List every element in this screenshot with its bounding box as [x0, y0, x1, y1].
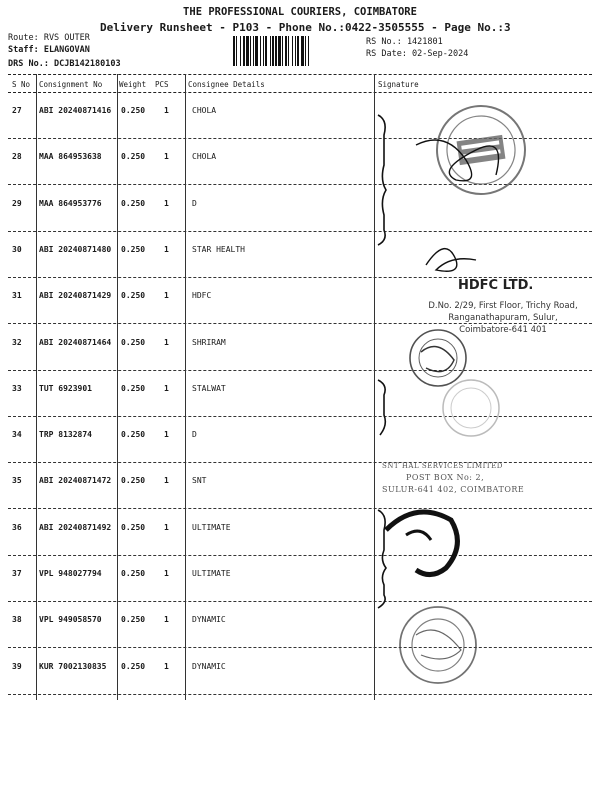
row-consignment-no: ABI 20240871429 [39, 291, 112, 301]
row-consignment-no: TUT 6923901 [39, 383, 92, 393]
snt-stamp-line: SNT HAL SERVICES LIMITED [382, 462, 503, 470]
runsheet-title: Delivery Runsheet - P103 - Phone No.:0422-3505555 - Page No.:3 [100, 21, 511, 34]
row-sno: 36 [12, 522, 22, 532]
snt-stamp-line: SULUR-641 402, COIMBATORE [382, 485, 525, 494]
row-pcs: 1 [164, 337, 169, 347]
barcode-bar [270, 36, 271, 66]
hdfc-address-line: D.No. 2/29, First Floor, Trichy Road, [428, 301, 578, 311]
ultimate-stamp [386, 512, 457, 575]
row-sno: 39 [12, 661, 22, 671]
barcode-bar [236, 36, 237, 66]
row-weight: 0.250 [121, 244, 146, 254]
row-consignment-no: MAA 864953776 [39, 198, 102, 208]
row-pcs: 1 [164, 291, 169, 301]
hdfc-stamp-address [418, 300, 588, 336]
row-sno: 30 [12, 244, 22, 254]
row-consignee-details: DYNAMIC [192, 661, 226, 671]
row-sno: 27 [12, 106, 22, 115]
row-weight: 0.250 [121, 106, 146, 115]
barcode-bar [288, 36, 289, 66]
barcode-bar [253, 36, 254, 66]
snt-stamp-line: POST BOX No: 2, [406, 473, 485, 482]
row-consignment-no: ABI 20240871464 [39, 337, 112, 347]
row-consignment-no: MAA 864953638 [39, 152, 102, 162]
barcode-bar [297, 36, 299, 66]
brace-mark [378, 115, 386, 245]
row-pcs: 1 [164, 430, 169, 440]
stalwat-stamp-inner [451, 388, 491, 428]
hdfc-address-line: Ranganathapuram, Sulur, [448, 313, 558, 323]
row-weight: 0.250 [121, 152, 146, 162]
signature-scribble [426, 249, 476, 272]
dynamic-stamp [400, 607, 476, 683]
table-top-rule [8, 74, 592, 75]
drs-number: DRS No.: DCJB142180103 [8, 59, 121, 69]
row-consignment-no: ABI 20240871416 [39, 106, 112, 115]
row-sno: 32 [12, 337, 22, 347]
hdfc-stamp-name: HDFC LTD. [458, 278, 534, 293]
col-header-weight: Weight [119, 80, 147, 89]
row-consignee-details: SHRIRAM [192, 337, 226, 347]
signatures-and-stamps [376, 90, 592, 695]
barcode-bar [282, 36, 283, 66]
barcode-bar [305, 36, 306, 66]
col-header-pcs: PCS [155, 80, 169, 89]
row-consignee-details: CHOLA [192, 152, 217, 162]
col-header-sno: S No [12, 80, 31, 89]
hdfc-address-line: Coimbatore-641 401 [459, 325, 547, 335]
row-weight: 0.250 [121, 661, 146, 671]
row-sno: 38 [12, 615, 22, 625]
row-pcs: 1 [164, 106, 169, 115]
row-pcs: 1 [164, 569, 169, 578]
col-header-consignment: Consignment No [39, 80, 103, 89]
barcode-bar [295, 36, 296, 66]
row-pcs: 1 [164, 615, 169, 625]
row-consignee-details: CHOLA [192, 106, 217, 115]
barcode-bar [263, 36, 264, 66]
row-consignment-no: ABI 20240871480 [39, 244, 112, 254]
company-title: THE PROFESSIONAL COURIERS, COIMBATORE [183, 6, 417, 18]
barcode-bar [272, 36, 274, 66]
row-consignee-details: STAR HEALTH [192, 244, 245, 254]
barcode-bar [250, 36, 251, 66]
row-pcs: 1 [164, 661, 169, 671]
row-weight: 0.250 [121, 383, 146, 393]
row-weight: 0.250 [121, 476, 146, 486]
barcode-bar [246, 36, 249, 66]
row-pcs: 1 [164, 244, 169, 254]
row-consignee-details: HDFC [192, 291, 212, 301]
row-sno: 28 [12, 152, 22, 162]
row-weight: 0.250 [121, 291, 146, 301]
barcode-bar [278, 36, 281, 66]
barcode-bar [308, 36, 309, 66]
barcode-bar [233, 36, 235, 66]
row-sno: 35 [12, 476, 22, 486]
barcode-bar [255, 36, 258, 66]
row-sno: 29 [12, 198, 22, 208]
col-header-details: Consignee Details [188, 80, 265, 89]
row-weight: 0.250 [121, 522, 146, 532]
rs-date: RS Date: 02-Sep-2024 [366, 49, 469, 59]
row-consignee-details: STALWAT [192, 383, 226, 393]
barcode-bar [260, 36, 261, 66]
row-pcs: 1 [164, 152, 169, 162]
row-consignee-details: D [192, 198, 197, 208]
brace-mark [378, 510, 386, 608]
barcode-image [233, 36, 353, 66]
signature-area [376, 90, 592, 695]
row-pcs: 1 [164, 522, 169, 532]
row-sno: 31 [12, 291, 22, 301]
barcode-bar [243, 36, 245, 66]
staff-label: Staff: ELANGOVAN [8, 45, 90, 55]
row-consignment-no: VPL 948027794 [39, 569, 102, 578]
row-weight: 0.250 [121, 198, 146, 208]
row-weight: 0.250 [121, 337, 146, 347]
row-consignee-details: SNT [192, 476, 207, 486]
col-header-signature: Signature [378, 80, 419, 89]
row-consignment-no: TRP 8132874 [39, 430, 92, 440]
barcode-bar [265, 36, 267, 66]
row-consignee-details: DYNAMIC [192, 615, 226, 625]
row-sno: 34 [12, 430, 22, 440]
rs-number: RS No.: 1421801 [366, 37, 443, 47]
row-consignment-no: KUR 7002130835 [39, 661, 107, 671]
row-weight: 0.250 [121, 569, 146, 578]
row-consignment-no: VPL 949058570 [39, 615, 102, 625]
brace-mark [378, 380, 385, 435]
chola-stamp [431, 100, 530, 199]
row-consignment-no: ABI 20240871492 [39, 522, 112, 532]
barcode-bar [285, 36, 287, 66]
shriram-stamp [410, 330, 466, 386]
row-pcs: 1 [164, 383, 169, 393]
row-pcs: 1 [164, 476, 169, 486]
route-label: Route: RVS OUTER [8, 33, 90, 43]
barcode-bar [240, 36, 241, 66]
barcode-bar [301, 36, 304, 66]
barcode-bar [275, 36, 277, 66]
row-pcs: 1 [164, 198, 169, 208]
barcode-bar [292, 36, 293, 66]
row-consignee-details: D [192, 430, 197, 440]
row-consignee-details: ULTIMATE [192, 522, 231, 532]
row-sno: 37 [12, 569, 22, 578]
row-weight: 0.250 [121, 615, 146, 625]
row-consignment-no: ABI 20240871472 [39, 476, 112, 486]
row-sno: 33 [12, 383, 22, 393]
row-weight: 0.250 [121, 430, 146, 440]
row-consignee-details: ULTIMATE [192, 569, 231, 578]
